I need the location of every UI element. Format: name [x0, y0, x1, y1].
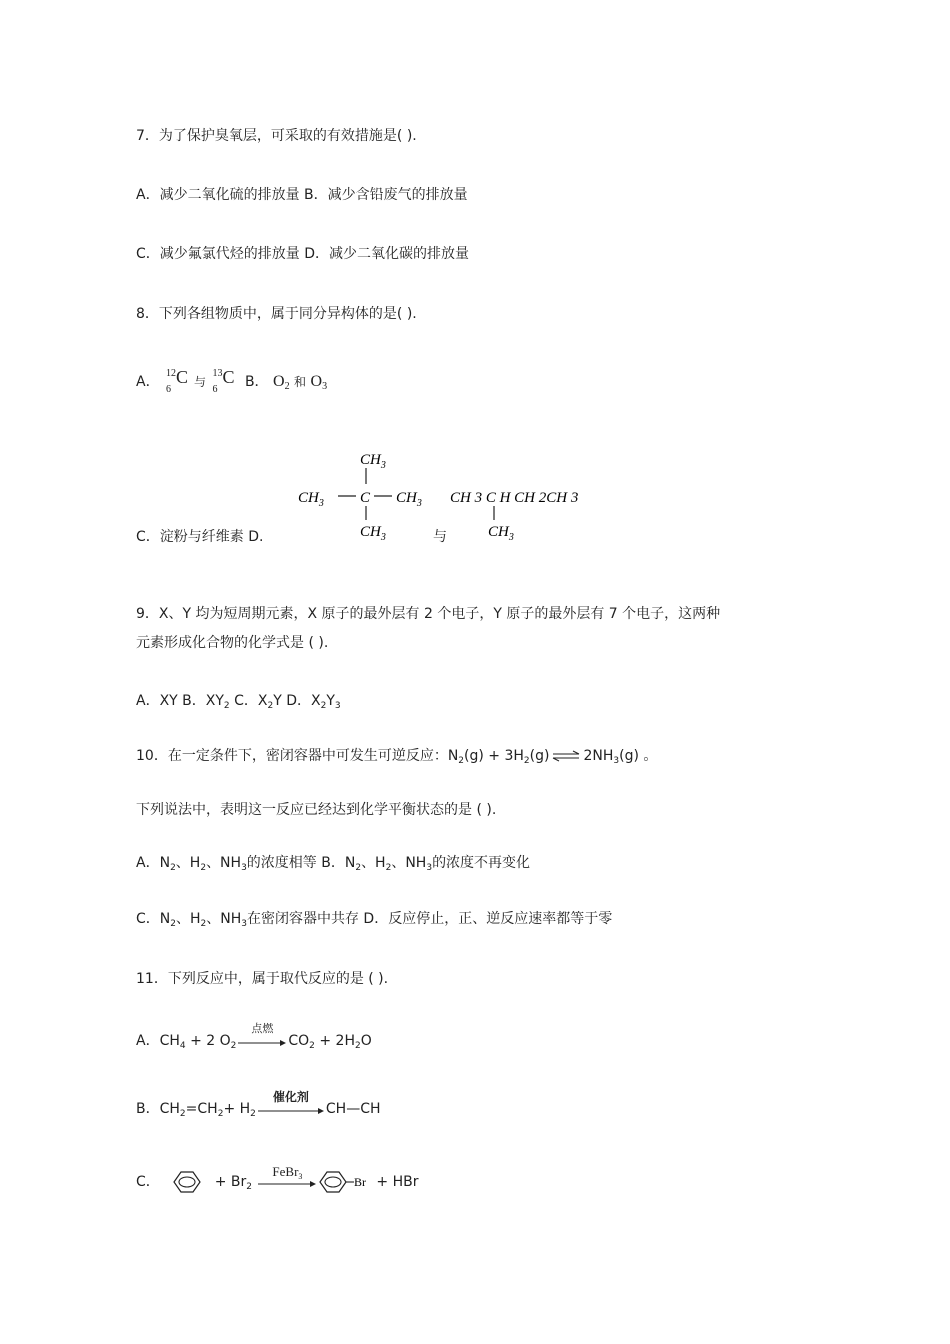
struct1-right: $CH_3$ — [396, 490, 422, 509]
carbon-12-isotope: 12 6 C — [166, 367, 189, 395]
ozone-molecule: $O_3$ — [310, 373, 328, 392]
struct-formula-1 — [296, 444, 436, 544]
q10-options-ab: A．$N_2$、$H_2$、$NH_3$的浓度相等 B．$N_2$、$H_2$、$NH_3$的浓度不再变化 — [136, 855, 531, 873]
bromo-substituent: Br — [354, 1175, 367, 1189]
q8-stem: 8．下列各组物质中，属于同分异构体的是( ). — [136, 306, 417, 322]
equilibrium-arrow-icon — [551, 750, 581, 762]
struct2-branch: $CH_3$ — [488, 524, 514, 543]
q10-line2: 下列说法中，表明这一反应已经达到化学平衡状态的是 ( ). — [136, 802, 497, 818]
q11-stem: 11．下列反应中，属于取代反应的是 ( ). — [136, 971, 389, 987]
q8-option-c: C．淀粉与纤维素 D. — [136, 529, 264, 545]
reaction-arrow-b: 催化剂 — [258, 1103, 324, 1115]
q8-d-conj: 与 — [433, 529, 447, 545]
q7-stem: 7．为了保护臭氧层，可采取的有效措施是( ). — [136, 128, 417, 144]
q8-a-conj: 与 — [194, 375, 207, 389]
benzene-ring-icon — [164, 1170, 210, 1194]
q7-options-ab: A．减少二氧化硫的排放量 B．减少含铅废气的排放量 — [136, 187, 468, 203]
q8-a-label: A． — [136, 374, 160, 390]
struct-formula-2 — [448, 480, 608, 544]
q10-options-cd: C．$N_2$、$H_2$、$NH_3$在密闭容器中共存 D．反应停止，正、逆反应速率都等于零 — [136, 911, 613, 929]
reaction-arrow-c: FeBr$_3$ — [258, 1176, 316, 1188]
q9-options: A．XY B．$XY_2$ C．$X_2Y$ D．$X_2Y_3$ — [136, 693, 341, 711]
q10-stem: 10．在一定条件下，密闭容器中可发生可逆反应：$N_2(g) + 3H_2(g)$ $2NH_3(g)$ 。 — [136, 748, 658, 766]
q11-option-a: A．$CH_4 + 2$ $O_2$ 点燃 $CO_2 + 2H_2O$ — [136, 1022, 372, 1051]
q8-b-label: B． — [244, 374, 269, 390]
struct2-chain: CH 3 C H CH 2CH 3 — [450, 490, 579, 506]
q9-stem-line2: 元素形成化合物的化学式是 ( ). — [136, 635, 329, 651]
struct1-top: $CH_3$ — [360, 452, 386, 471]
oxygen-molecule: $O_2$ — [273, 373, 290, 392]
bromobenzene-icon — [318, 1170, 376, 1194]
q9-stem-line1: 9．X、Y 均为短周期元素，X 原子的最外层有 2 个电子，Y 原子的最外层有 7 个电子，这两种 — [136, 606, 721, 622]
q11-option-b: B．$CH_2=CH_2+ H_2$ 催化剂 CH—CH — [136, 1090, 381, 1119]
q7-options-cd: C．减少氟氯代烃的排放量 D．减少二氧化碳的排放量 — [136, 246, 470, 262]
struct1-bottom: $CH_3$ — [360, 524, 386, 543]
reaction-arrow-a: 点燃 — [238, 1035, 286, 1047]
struct1-center: C — [360, 490, 371, 506]
q8-b-conj: 和 — [294, 375, 307, 389]
carbon-13-isotope: 13 6 C — [212, 367, 235, 395]
q8-options-ab — [136, 367, 328, 395]
struct1-left: $CH_3$ — [298, 490, 324, 509]
q11-option-c: C． + $Br_2$ FeBr$_3$ Br + HBr — [136, 1164, 419, 1192]
